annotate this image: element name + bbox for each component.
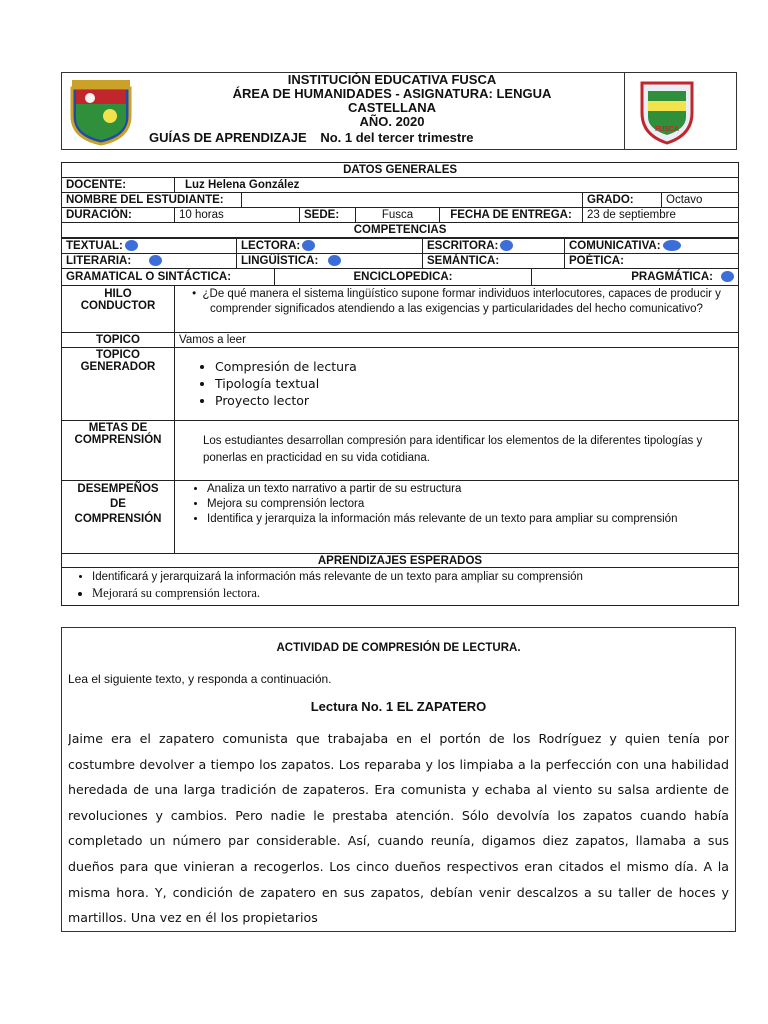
docente-value[interactable]: Luz Helena González	[175, 178, 739, 193]
grado-value[interactable]: Octavo	[662, 193, 739, 208]
sede-value[interactable]: Fusca	[356, 208, 440, 223]
area-subject-cont: CASTELLANA	[347, 100, 437, 115]
comp-poetica[interactable]: POÉTICA:	[565, 254, 739, 269]
selected-dot-icon	[500, 240, 513, 251]
seal-text: FUSCA	[654, 126, 680, 133]
desempeno-item: • Mejora su comprensión lectora	[207, 497, 734, 512]
selected-dot-icon	[721, 271, 734, 282]
comp-literaria[interactable]: LITERARIA:	[62, 254, 237, 269]
generador-label-2: GENERADOR	[80, 361, 156, 373]
reading-text: Jaime era el zapatero comunista que trabajaba en el portón de los Rodríguez y quien tenía por costumbre devolver a tiempo los zapatos. Los reparaba y los limpiaba a la perfección con una habilidad heredada de una larga tradición de zapateros. Era comunista y echaba al viento su salsa ardiente de revoluciones y cambios. Pero nadie le prestaba atención. Sólo devolvía los zapatos cuando había completado un número par considerable. Así, cuando reunía, digamos diez zapatos, llamaba a sus dueños para que vinieran a recogerlos. Los cinco dueños respectivos eran citados el mismo día. A la misma hora. Y, condición de zapatero en sus zapatos, debían venir descalzos a su taller de hoces y martillos. Una vez en él los propietarios	[68, 731, 729, 926]
year: AÑO. 2020	[359, 114, 425, 129]
selected-dot-icon	[328, 255, 341, 266]
details-table	[61, 285, 739, 606]
topico-value[interactable]: Vamos a leer	[175, 333, 739, 348]
generador-item: • Compresión de lectura	[215, 358, 734, 375]
hilo-label: HILO	[104, 288, 132, 300]
competencias-table	[61, 238, 739, 269]
comp-comunicativa[interactable]: COMUNICATIVA:	[565, 239, 739, 254]
sede-label: SEDE:	[300, 208, 356, 223]
school-seal-logo	[634, 77, 700, 145]
generador-item: • Tipología textual	[215, 375, 734, 392]
comp-semantica[interactable]: SEMÁNTICA:	[423, 254, 565, 269]
general-title: DATOS GENERALES	[62, 163, 739, 178]
comp-lectora[interactable]: LECTORA:	[237, 239, 423, 254]
desempeno-item: • Analiza un texto narrativo a partir de su estructura	[207, 482, 734, 497]
activity-box	[61, 627, 736, 932]
duracion-value[interactable]: 10 horas	[175, 208, 300, 223]
comp-gramatical[interactable]: GRAMATICAL O SINTÁCTICA:	[62, 269, 275, 286]
student-name-label: NOMBRE DEL ESTUDIANTE:	[62, 193, 242, 208]
aprendizaje-item: • Mejorará su comprensión lectora.	[92, 585, 734, 601]
grado-label: GRADO:	[583, 193, 662, 208]
comp-textual[interactable]: TEXTUAL:	[62, 239, 237, 254]
duracion-label: DURACIÓN:	[62, 208, 175, 223]
aprendizajes-title: APRENDIZAJES ESPERADOS	[62, 554, 739, 568]
selected-dot-icon	[663, 240, 681, 251]
bullet-icon: •	[192, 288, 203, 300]
docente-label: DOCENTE:	[62, 178, 175, 193]
metas-text: Los estudiantes desarrollan compresión para identificar los elementos de la diferentes tipologías y ponerlas en practicidad en su vida cotidiana.	[175, 421, 739, 481]
divider	[624, 73, 625, 149]
activity-instruction: Lea el siguiente texto, y responda a continuación.	[68, 672, 332, 686]
school-crest-logo	[66, 76, 136, 146]
selected-dot-icon	[302, 240, 315, 251]
guide-number: No. 1 del tercer trimestre	[320, 130, 474, 145]
topico-label: TOPICO	[62, 333, 175, 348]
comp-enciclopedica[interactable]: ENCICLOPEDICA:	[275, 269, 532, 286]
selected-dot-icon	[125, 240, 138, 251]
competencias-table-2	[61, 268, 739, 286]
fecha-label: FECHA DE ENTREGA:	[440, 208, 583, 223]
header-box	[61, 72, 737, 150]
selected-dot-icon	[149, 255, 162, 266]
area-subject: ÁREA DE HUMANIDADES - ASIGNATURA: LENGUA	[232, 86, 552, 101]
reading-title: Lectura No. 1 EL ZAPATERO	[310, 699, 487, 714]
aprendizaje-item: • Identificará y jerarquizará la información más relevante de un texto para ampliar su comprensión	[92, 569, 734, 585]
hilo-label-2: CONDUCTOR	[80, 300, 156, 312]
desempenos-label-3: COMPRENSIÓN	[74, 513, 162, 525]
desempenos-label-2: DE	[110, 498, 126, 510]
hilo-text: ¿De qué manera el sistema lingüístico supone formar individuos interlocutores, capaces de producir y comprender significados atendiendo a las exigencias y particularidades del hecho comunicativo?	[202, 288, 721, 315]
school-name: INSTITUCIÓN EDUCATIVA FUSCA	[287, 72, 497, 87]
activity-title: ACTIVIDAD DE COMPRESIÓN DE LECTURA.	[276, 642, 521, 654]
comp-escritora[interactable]: ESCRITORA:	[423, 239, 565, 254]
fecha-value[interactable]: 23 de septiembre	[583, 208, 739, 223]
competencias-title: COMPETENCIAS	[62, 223, 739, 238]
generador-label: TOPICO	[96, 349, 140, 361]
desempeno-item: • Identifica y jerarquiza la información más relevante de un texto para ampliar su comprensión	[207, 512, 734, 527]
comp-linguistica[interactable]: LINGÜÍSTICA:	[237, 254, 423, 269]
general-data-table	[61, 162, 739, 238]
comp-pragmatica[interactable]: PRAGMÁTICA:	[532, 269, 739, 286]
metas-label: METAS DE	[88, 422, 148, 434]
guide-label: GUÍAS DE APRENDIZAJE	[149, 130, 307, 145]
metas-label-2: COMPRENSIÓN	[74, 434, 162, 446]
desempenos-label: DESEMPEÑOS	[77, 483, 159, 495]
generador-item: • Proyecto lector	[215, 392, 734, 409]
student-name-field[interactable]	[242, 193, 583, 208]
